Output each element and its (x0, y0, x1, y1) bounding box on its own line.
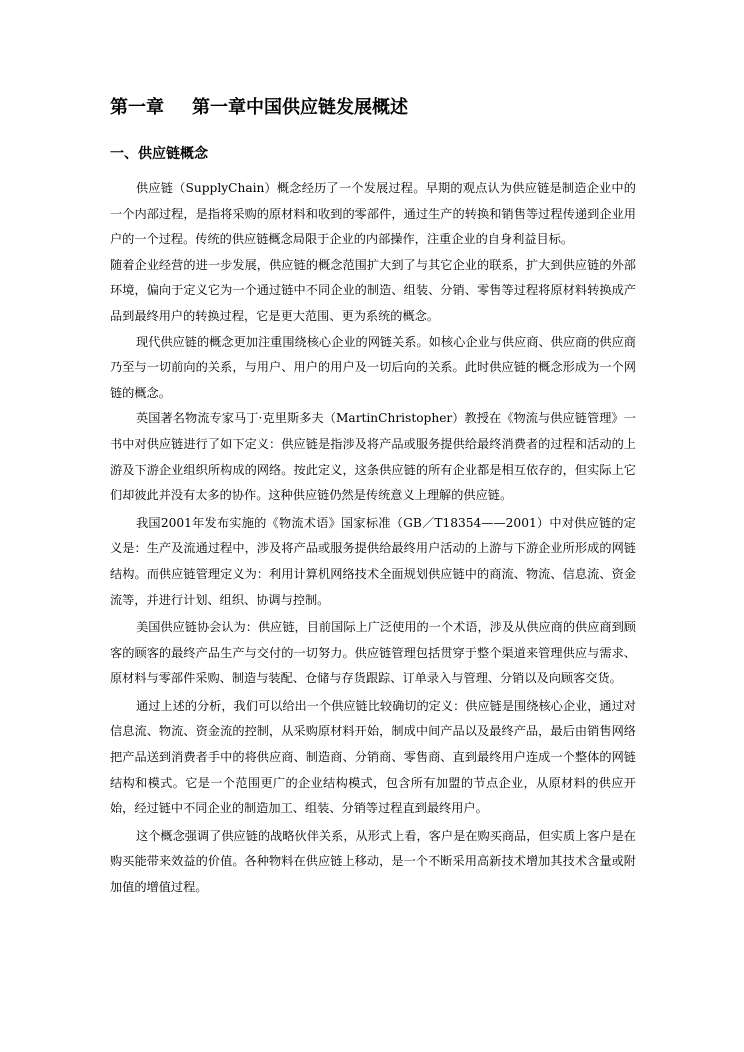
chapter-number: 第一章 (110, 97, 164, 118)
paragraph-4: 英国著名物流专家马丁·克里斯多夫（MartinChristopher）教授在《物流与供应链管理》一书中对供应链进行了如下定义：供应链是指涉及将产品或服务提供给最终消费者的过程和活动的上游及下游企业组织所构成的网络。按此定义，这条供应链的所有企业都是相互依存的，但实际上它们却彼此并没有太多的协作。这种供应链仍然是传统意义上理解的供应链。 (110, 411, 636, 503)
paragraph-8: 这个概念强调了供应链的战略伙伴关系，从形式上看，客户是在购买商品，但实质上客户是在购买能带来效益的价值。各种物料在供应链上移动，是一个不断采用高新技术增加其技术含量或附加值的增值过程。 (110, 828, 636, 895)
section-heading: 一、供应链概念 (110, 146, 208, 162)
paragraph-2: 随着企业经营的进一步发展，供应链的概念范围扩大到了与其它企业的联系，扩大到供应链的外部环境，偏向于定义它为一个通过链中不同企业的制造、组装、分销、零售等过程将原材料转换成产品到最终用户的转换过程，它是更大范围、更为系统的概念。 (110, 257, 636, 323)
paragraph-6: 美国供应链协会认为：供应链，目前国际上广泛使用的一个术语，涉及从供应商的供应商到顾客的顾客的最终产品生产与交付的一切努力。供应链管理包括贯穿于整个渠道来管理供应与需求、原材料与零部件采购、制造与装配、仓储与存货跟踪、订单录入与管理、分销以及向顾客交货。 (110, 620, 636, 686)
paragraph-1: 供应链（SupplyChain）概念经历了一个发展过程。早期的观点认为供应链是制造企业中的一个内部过程，是指将采购的原材料和收到的零部件，通过生产的转换和销售等过程传递到企业用户的一个过程。传统的供应链概念局限于企业的内部操作，注重企业的自身利益目标。 (110, 181, 636, 247)
paragraph-7: 通过上述的分析，我们可以给出一个供应链比较确切的定义：供应链是围绕核心企业，通过对信息流、物流、资金流的控制，从采购原材料开始，制成中间产品以及最终产品，最后由销售网络把产品送到消费者手中的将供应商、制造商、分销商、零售商、直到最终用户连成一个整体的网链结构和模式。它是一个范围更广的企业结构模式，包含所有加盟的节点企业，从原材料的供应开始，经过链中不同企业的制造加工、组装、分销等过程直到最终用户。 (110, 698, 636, 816)
document-page (110, 96, 636, 901)
chapter-title-text: 第一章中国供应链发展概述 (192, 97, 408, 118)
paragraph-3: 现代供应链的概念更加注重围绕核心企业的网链关系。如核心企业与供应商、供应商的供应商乃至与一切前向的关系，与用户、用户的用户及一切后向的关系。此时供应链的概念形成为一个网链的概念。 (110, 334, 636, 400)
paragraph-5: 我国2001年发布实施的《物流术语》国家标准（GB／T18354——2001）中对供应链的定义是：生产及流通过程中，涉及将产品或服务提供给最终用户活动的上游与下游企业所形成的网链结构。而供应链管理定义为：利用计算机网络技术全面规划供应链中的商流、物流、信息流、资金流等，并进行计划、组织、协调与控制。 (110, 515, 636, 607)
chapter-title (110, 96, 636, 120)
